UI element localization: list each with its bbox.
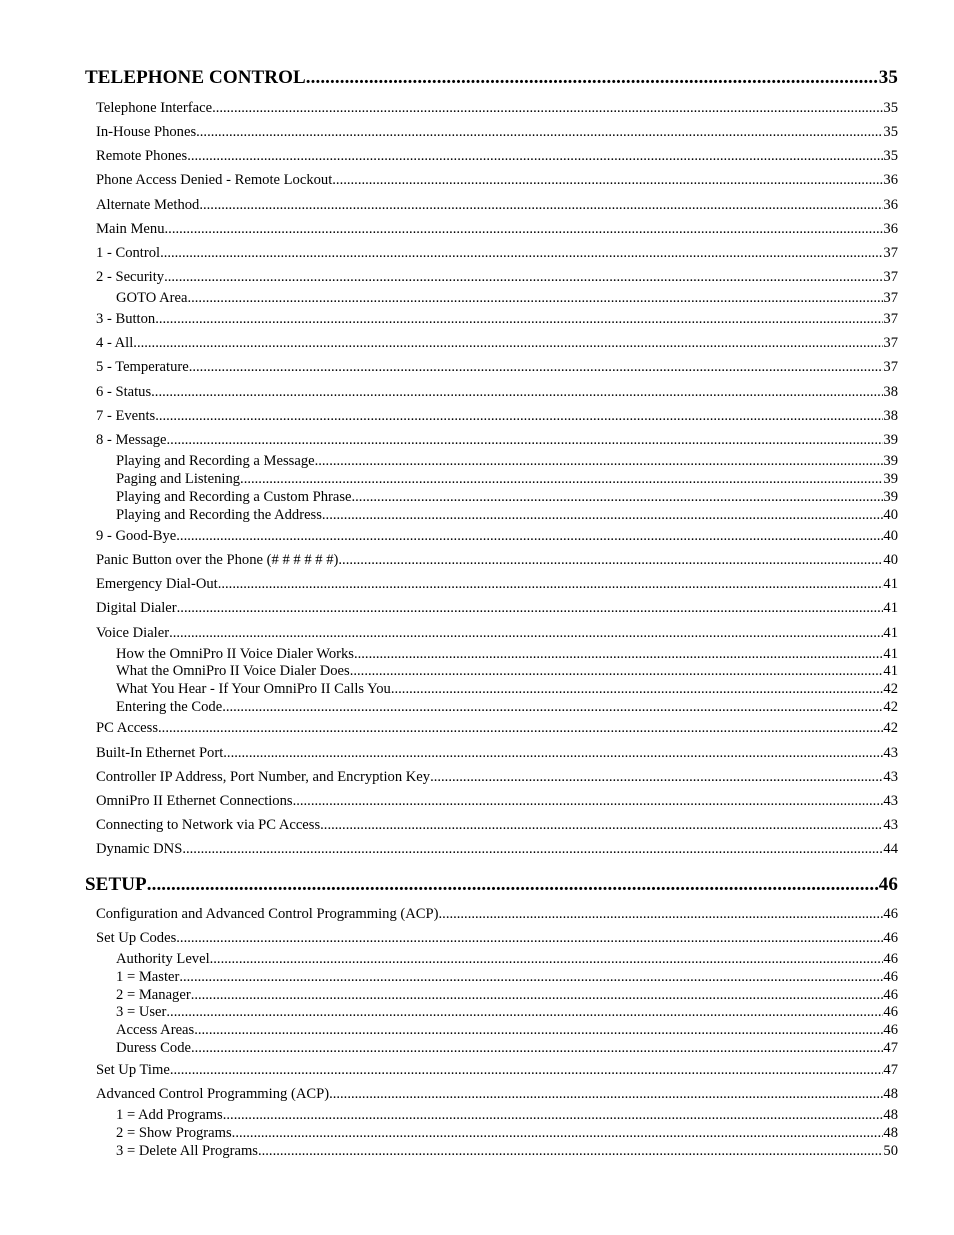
- toc-entry: [96, 99, 898, 117]
- dot-leader: [352, 488, 884, 506]
- toc-entry-page-number: 40: [883, 528, 898, 544]
- dot-leader: [189, 358, 884, 376]
- toc-entry-title: Set Up Time: [96, 1062, 170, 1078]
- toc-entry: [116, 1039, 898, 1057]
- toc-entry-page-number: 46: [878, 874, 898, 895]
- dot-leader: [350, 662, 884, 680]
- toc-entry-page-number: 47: [883, 1062, 898, 1078]
- toc-entry-title: Playing and Recording a Message: [116, 453, 315, 469]
- dot-leader: [329, 1085, 883, 1103]
- toc-entry-page-number: 37: [883, 245, 898, 261]
- dot-leader: [187, 147, 883, 165]
- toc-entry: [96, 431, 898, 449]
- toc-entry-page-number: 35: [883, 148, 898, 164]
- toc-entry-title: What the OmniPro II Voice Dialer Does: [116, 663, 350, 679]
- toc-entry-title: Phone Access Denied - Remote Lockout: [96, 172, 333, 188]
- dot-leader: [169, 624, 883, 642]
- toc-entry-title: 6 - Status: [96, 384, 152, 400]
- dot-leader: [212, 99, 883, 117]
- toc-entry: [96, 196, 898, 214]
- toc-entry-title: 3 = User: [116, 1004, 167, 1020]
- toc-entry-page-number: 43: [883, 745, 898, 761]
- toc-entry: [116, 452, 898, 470]
- toc-entry: [116, 488, 898, 506]
- dot-leader: [320, 816, 883, 834]
- toc-entry: [96, 171, 898, 189]
- toc-entry: [96, 905, 898, 923]
- dot-leader: [196, 123, 883, 141]
- toc-entry-title: Main Menu: [96, 221, 165, 237]
- toc-entry-page-number: 39: [883, 453, 898, 469]
- toc-entry-page-number: 42: [883, 720, 898, 736]
- toc-entry-title: Access Areas: [116, 1022, 195, 1038]
- toc-entry: [96, 407, 898, 425]
- dot-leader: [187, 289, 883, 307]
- toc-entry-title: 2 = Show Programs: [116, 1125, 232, 1141]
- toc-entry: [96, 383, 898, 401]
- toc-entry-title: GOTO Area: [116, 290, 188, 306]
- dot-leader: [258, 1142, 883, 1160]
- toc-entry-title: 5 - Temperature: [96, 359, 189, 375]
- toc-entry-page-number: 46: [883, 930, 898, 946]
- dot-leader: [176, 929, 883, 947]
- toc-entry: [96, 551, 898, 569]
- toc-entry: [96, 719, 898, 737]
- toc-entry: [96, 244, 898, 262]
- toc-entry-title: Telephone Interface: [96, 100, 213, 116]
- toc-entry-page-number: 48: [883, 1125, 898, 1141]
- dot-leader: [315, 452, 884, 470]
- dot-leader: [223, 1106, 884, 1124]
- toc-entry: [116, 470, 898, 488]
- dot-leader: [166, 1003, 883, 1021]
- toc-entry: [96, 624, 898, 642]
- toc-entry: [96, 840, 898, 858]
- toc-entry-page-number: 46: [883, 951, 898, 967]
- toc-entry-title: 4 - All: [96, 335, 134, 351]
- toc-entry-page-number: 46: [883, 987, 898, 1003]
- toc-entry-page-number: 46: [883, 969, 898, 985]
- toc-entry-page-number: 38: [883, 408, 898, 424]
- dot-leader: [222, 698, 883, 716]
- toc-entry-title: Emergency Dial-Out: [96, 576, 218, 592]
- toc-entry: [116, 1106, 898, 1124]
- toc-entry-title: Remote Phones: [96, 148, 188, 164]
- toc-entry-title: Entering the Code: [116, 699, 223, 715]
- dot-leader: [191, 986, 884, 1004]
- toc-entry-page-number: 46: [883, 906, 898, 922]
- dot-leader: [182, 840, 883, 858]
- toc-entry: [96, 123, 898, 141]
- dot-leader: [199, 196, 883, 214]
- toc-entry-title: Built-In Ethernet Port: [96, 745, 224, 761]
- toc-entry-page-number: 36: [883, 172, 898, 188]
- toc-entry-page-number: 36: [883, 197, 898, 213]
- toc-entry: [96, 599, 898, 617]
- toc-entry-page-number: 46: [883, 1004, 898, 1020]
- toc-entry-page-number: 41: [883, 576, 898, 592]
- dot-leader: [293, 792, 884, 810]
- toc-entry-title: Paging and Listening: [116, 471, 241, 487]
- toc-entry-title: Digital Dialer: [96, 600, 177, 616]
- toc-entry-title: What You Hear - If Your OmniPro II Calls You: [116, 681, 391, 697]
- dot-leader: [155, 407, 883, 425]
- toc-entry-title: SETUP: [85, 874, 147, 895]
- toc-entry: [96, 1085, 898, 1103]
- toc-entry-title: Playing and Recording a Custom Phrase: [116, 489, 352, 505]
- toc-entry-title: In-House Phones: [96, 124, 197, 140]
- toc-entry-title: PC Access: [96, 720, 159, 736]
- toc-entry: [96, 147, 898, 165]
- dot-leader: [210, 950, 884, 968]
- toc-section-heading: [85, 66, 898, 89]
- toc-entry-title: Controller IP Address, Port Number, and Encryption Key: [96, 769, 431, 785]
- dot-leader: [332, 171, 883, 189]
- toc-entry-page-number: 37: [883, 359, 898, 375]
- toc-entry: [116, 506, 898, 524]
- dot-leader: [164, 268, 883, 286]
- toc-entry-title: 2 - Security: [96, 269, 165, 285]
- dot-leader: [306, 66, 879, 89]
- toc-entry-page-number: 48: [883, 1107, 898, 1123]
- toc-entry-page-number: 41: [883, 600, 898, 616]
- toc-entry-title: How the OmniPro II Voice Dialer Works: [116, 646, 354, 662]
- toc-entry: [96, 1061, 898, 1079]
- dot-leader: [158, 719, 883, 737]
- toc-entry-page-number: 36: [883, 221, 898, 237]
- toc-entry-title: 1 = Add Programs: [116, 1107, 223, 1123]
- toc-entry: [96, 358, 898, 376]
- toc-entry: [116, 950, 898, 968]
- toc-entry: [116, 1124, 898, 1142]
- toc-entry-title: Voice Dialer: [96, 625, 170, 641]
- toc-entry: [116, 662, 898, 680]
- toc-entry-page-number: 47: [883, 1040, 898, 1056]
- toc-entry-title: 1 = Master: [116, 969, 180, 985]
- toc-entry: [116, 968, 898, 986]
- toc-entry-page-number: 37: [883, 311, 898, 327]
- dot-leader: [391, 680, 884, 698]
- dot-leader: [155, 310, 883, 328]
- toc-entry: [116, 698, 898, 716]
- toc-entry: [96, 768, 898, 786]
- toc-entry: [116, 1142, 898, 1160]
- toc-entry-page-number: 43: [883, 793, 898, 809]
- toc-entry-title: Set Up Codes: [96, 930, 177, 946]
- toc-entry-title: 3 = Delete All Programs: [116, 1143, 258, 1159]
- toc-section-heading: [85, 873, 898, 896]
- toc-entry-title: Duress Code: [116, 1040, 191, 1056]
- dot-leader: [240, 470, 883, 488]
- toc-entry: [116, 986, 898, 1004]
- toc-entry-page-number: 42: [883, 699, 898, 715]
- toc-entry-page-number: 35: [883, 100, 898, 116]
- dot-leader: [133, 334, 883, 352]
- dot-leader: [338, 551, 883, 569]
- dot-leader: [232, 1124, 884, 1142]
- toc-entry-page-number: 35: [883, 124, 898, 140]
- toc-entry-page-number: 39: [883, 432, 898, 448]
- toc-entry-title: 1 - Control: [96, 245, 161, 261]
- dot-leader: [439, 905, 884, 923]
- toc-entry-title: Alternate Method: [96, 197, 200, 213]
- dot-leader: [354, 645, 883, 663]
- toc-entry-page-number: 41: [883, 646, 898, 662]
- toc-entry-page-number: 37: [883, 335, 898, 351]
- toc-entry-title: Dynamic DNS: [96, 841, 183, 857]
- toc-entry: [96, 268, 898, 286]
- toc-entry-title: 9 - Good-Bye: [96, 528, 177, 544]
- toc-entry-page-number: 43: [883, 769, 898, 785]
- dot-leader: [430, 768, 883, 786]
- toc-entry-title: Panic Button over the Phone (# # # # # #): [96, 552, 339, 568]
- dot-leader: [147, 873, 879, 896]
- toc-entry-title: 3 - Button: [96, 311, 156, 327]
- dot-leader: [218, 575, 884, 593]
- toc-entry-title: Authority Level: [116, 951, 210, 967]
- toc-entry-title: Configuration and Advanced Control Programming (ACP): [96, 906, 439, 922]
- toc-entry-title: OmniPro II Ethernet Connections: [96, 793, 293, 809]
- toc-entry: [96, 220, 898, 238]
- toc-entry-title: TELEPHONE CONTROL: [85, 67, 306, 88]
- toc-entry: [116, 289, 898, 307]
- toc-entry: [96, 792, 898, 810]
- dot-leader: [170, 1061, 884, 1079]
- toc-entry-page-number: 41: [883, 625, 898, 641]
- dot-leader: [167, 431, 884, 449]
- toc-entry-title: Playing and Recording the Address: [116, 507, 322, 523]
- toc-entry-page-number: 50: [883, 1143, 898, 1159]
- toc-entry: [96, 929, 898, 947]
- toc-entry: [96, 310, 898, 328]
- dot-leader: [160, 244, 883, 262]
- toc-entry: [96, 334, 898, 352]
- toc-entry: [96, 744, 898, 762]
- toc-entry-page-number: 39: [883, 489, 898, 505]
- toc-entry-page-number: 35: [878, 67, 898, 88]
- toc-entry-page-number: 48: [883, 1086, 898, 1102]
- toc-entry-title: 2 = Manager: [116, 987, 191, 1003]
- toc-entry-title: 7 - Events: [96, 408, 156, 424]
- toc-entry-title: 8 - Message: [96, 432, 167, 448]
- toc-entry: [116, 1003, 898, 1021]
- dot-leader: [223, 744, 883, 762]
- dot-leader: [165, 220, 884, 238]
- toc-entry-page-number: 39: [883, 471, 898, 487]
- toc-entry-page-number: 40: [883, 552, 898, 568]
- toc-entry-page-number: 46: [883, 1022, 898, 1038]
- toc-entry: [96, 527, 898, 545]
- toc-entry: [96, 816, 898, 834]
- toc-entry: [116, 645, 898, 663]
- toc-entry: [116, 680, 898, 698]
- toc-entry-page-number: 37: [883, 290, 898, 306]
- dot-leader: [179, 968, 883, 986]
- toc-entry: [96, 575, 898, 593]
- toc-entry-title: Advanced Control Programming (ACP): [96, 1086, 330, 1102]
- toc-entry-page-number: 38: [883, 384, 898, 400]
- toc-entry-page-number: 42: [883, 681, 898, 697]
- toc-entry-page-number: 44: [883, 841, 898, 857]
- dot-leader: [151, 383, 883, 401]
- dot-leader: [191, 1039, 883, 1057]
- toc-entry-page-number: 37: [883, 269, 898, 285]
- toc-entry-page-number: 40: [883, 507, 898, 523]
- toc-entry-title: Connecting to Network via PC Access: [96, 817, 321, 833]
- dot-leader: [176, 527, 883, 545]
- toc-entry-page-number: 41: [883, 663, 898, 679]
- dot-leader: [177, 599, 884, 617]
- toc-entry-page-number: 43: [883, 817, 898, 833]
- dot-leader: [322, 506, 884, 524]
- toc-entry: [116, 1021, 898, 1039]
- dot-leader: [194, 1021, 883, 1039]
